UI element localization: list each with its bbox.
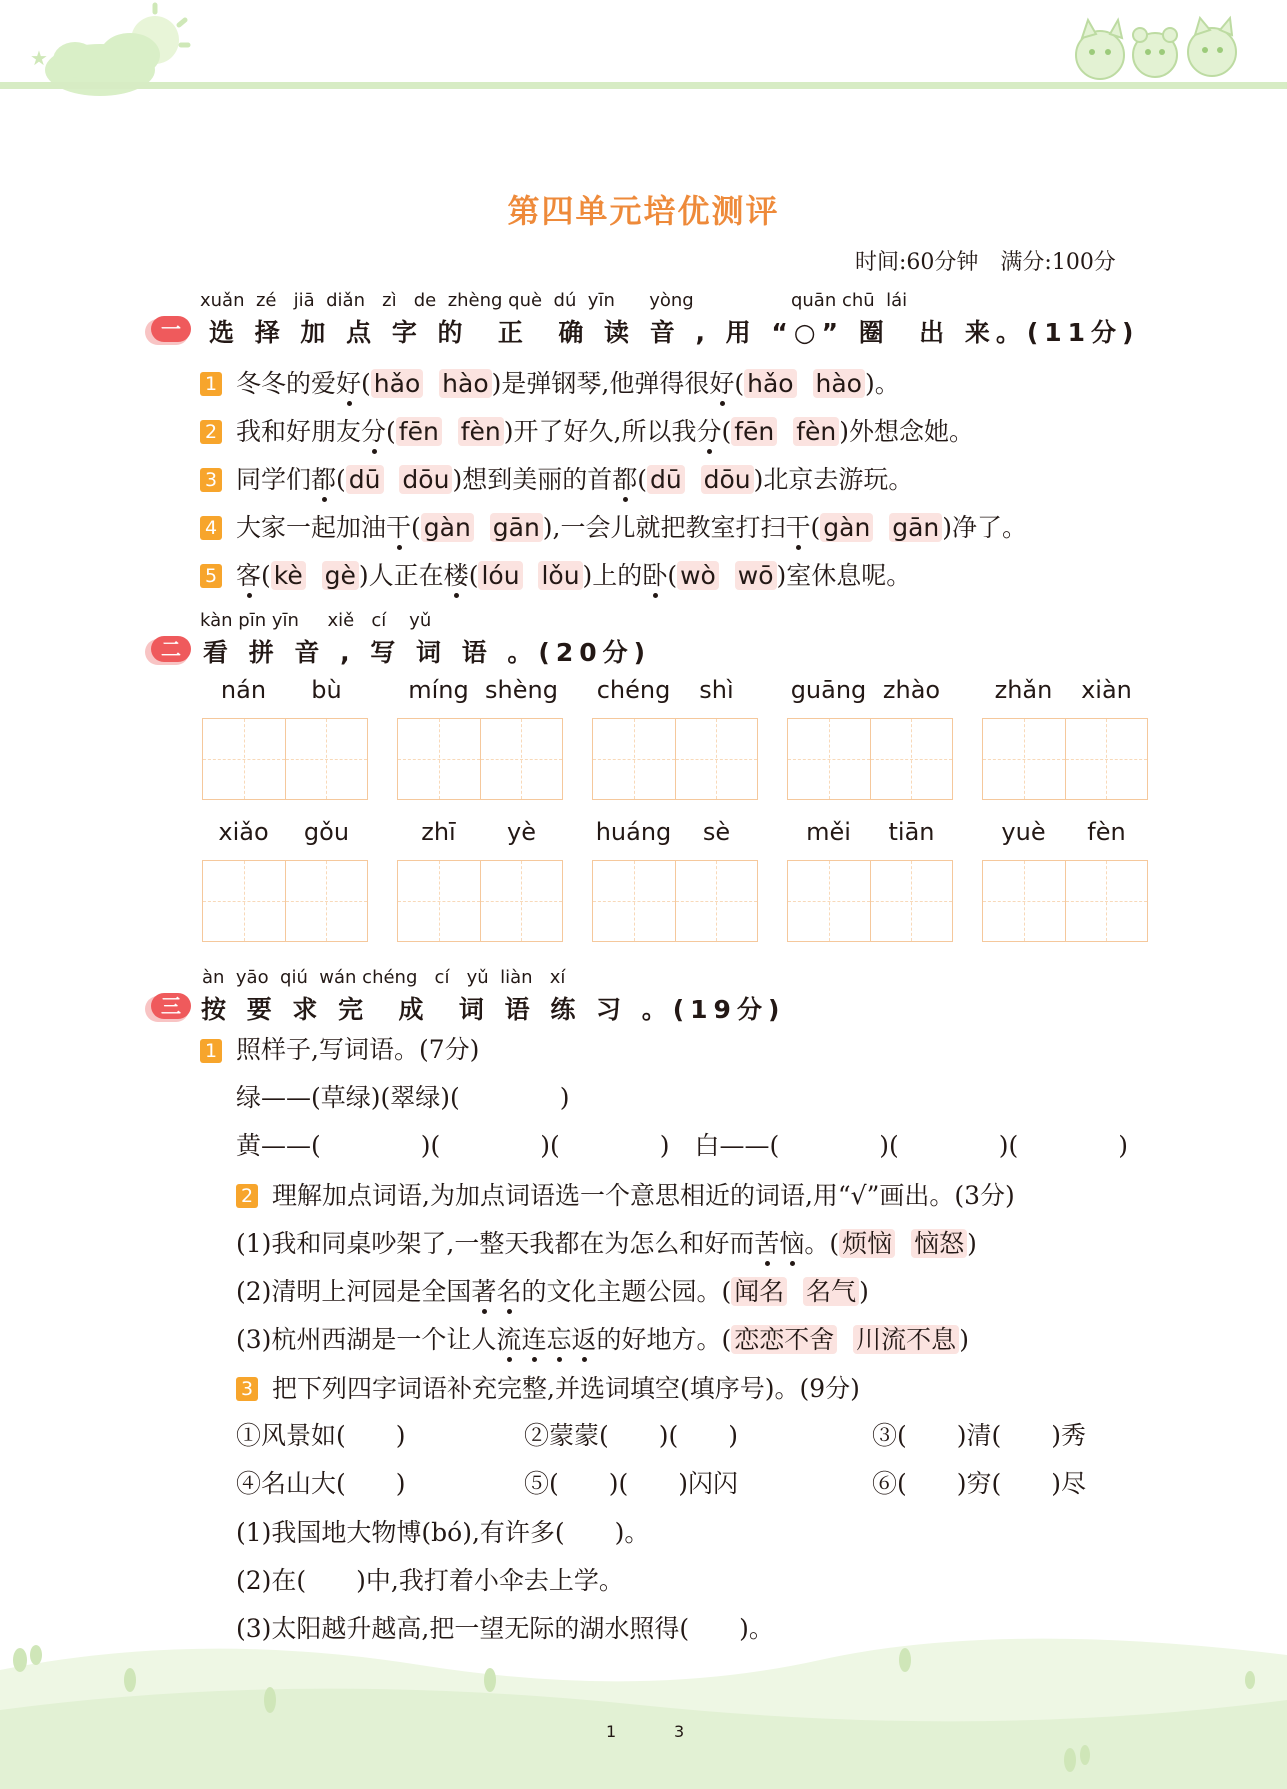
pinyin-syllable: zhī	[421, 818, 456, 846]
dotted-character: 都	[612, 465, 638, 494]
page-number-left: 1	[606, 1722, 617, 1741]
idiom-blank[interactable]: ④名山大( )	[236, 1469, 406, 1498]
grid-cell[interactable]	[593, 719, 675, 799]
section2-badge: 二	[151, 636, 191, 662]
dotted-character: 客	[236, 561, 262, 590]
sentence-text	[306, 561, 322, 590]
pinyin-option[interactable]: kè	[271, 561, 306, 590]
grid-cell[interactable]	[1065, 719, 1148, 799]
sentence-text: 。(	[804, 1229, 840, 1258]
q1-title: 照样子,写词语。(7分)	[236, 1035, 480, 1064]
pinyin-option[interactable]: lóu	[478, 561, 522, 590]
pinyin-option[interactable]: gàn	[421, 513, 474, 542]
q3-title: 把下列四字词语补充完整,并选词填空(填序号)。(9分)	[272, 1374, 860, 1403]
sentence-text: (3)杭州西湖是一个让人	[236, 1325, 497, 1354]
sentence-text	[719, 561, 735, 590]
grid-cell[interactable]	[285, 861, 368, 941]
sentence-text	[797, 369, 813, 398]
pinyin-syllable: huáng	[595, 818, 672, 846]
page-title: 第四单元培优测评	[507, 192, 780, 230]
section3-badge: 三	[151, 993, 191, 1019]
sentence-text	[777, 417, 793, 446]
svg-text:★: ★	[30, 46, 48, 70]
pinyin-syllable: gǒu	[303, 818, 350, 846]
pinyin-syllable: guāng	[790, 676, 867, 704]
writing-grid[interactable]	[397, 718, 563, 800]
pinyin-option[interactable]: wò	[677, 561, 719, 590]
sentence-text: (	[468, 561, 479, 590]
grid-cell[interactable]	[285, 719, 368, 799]
pinyin-syllable: xiàn	[1081, 676, 1132, 704]
pinyin-syllable: yuè	[1001, 818, 1046, 846]
word-option[interactable]: 恼怒	[911, 1229, 967, 1258]
word-option[interactable]: 烦恼	[839, 1229, 895, 1258]
section2-pinyin: kàn pīn yīn xiě cí yǔ	[200, 610, 432, 631]
fill-blank-sentence[interactable]: (3)太阳越升越高,把一望无际的湖水照得( )。	[236, 1614, 774, 1643]
grid-cell[interactable]	[983, 861, 1065, 941]
sentence-text: )开了好久,所以我	[503, 417, 697, 446]
sentence-text: )	[967, 1229, 977, 1258]
page-number-right: 3	[674, 1722, 685, 1741]
fill-blank-sentence[interactable]: (1)我国地大物博(bó),有许多( )。	[236, 1518, 650, 1547]
pinyin-option[interactable]: hǎo	[371, 369, 423, 398]
writing-grid[interactable]	[202, 860, 368, 942]
question-number-3: 3	[200, 468, 222, 492]
section1-item-1	[236, 368, 900, 400]
pinyin-option[interactable]: fēn	[396, 417, 442, 446]
pinyin-option[interactable]: hào	[439, 369, 491, 398]
pinyin-option[interactable]: fēn	[731, 417, 777, 446]
dotted-character: 名	[496, 1277, 522, 1306]
section1-pinyin: xuǎn zé jiā diǎn zì de zhèng què dú yīn yòng quān chū lái	[200, 290, 908, 311]
section3-heading: 按 要 求 完 成 词 语 练 习 。(19分)	[201, 995, 786, 1024]
sentence-text: 同学们	[236, 465, 312, 494]
sentence-text: )北京去游玩。	[753, 465, 914, 494]
q2-item	[236, 1324, 969, 1356]
question-number-1: 1	[200, 1039, 222, 1063]
pinyin-option[interactable]: dū	[647, 465, 685, 494]
pinyin-option[interactable]: wō	[735, 561, 777, 590]
sentence-text: )。	[864, 369, 900, 398]
sun-cloud-decoration	[0, 0, 220, 110]
section1-item-2	[236, 416, 974, 448]
pinyin-syllable: xiǎo	[218, 818, 269, 846]
dotted-character: 好	[336, 369, 362, 398]
dotted-character: 分	[361, 417, 387, 446]
sentence-text: )人正在	[358, 561, 444, 590]
hills-decoration	[0, 1610, 1287, 1789]
pinyin-syllable: měi	[806, 818, 851, 846]
dotted-word	[471, 1277, 521, 1306]
writing-grid[interactable]	[982, 860, 1148, 942]
word-option[interactable]: 闻名	[731, 1277, 787, 1306]
pinyin-syllable: sè	[702, 818, 731, 846]
grid-cell[interactable]	[203, 861, 285, 941]
question-number-4: 4	[200, 516, 222, 540]
fill-blank-sentence[interactable]: (2)在( )中,我打着小伞去上学。	[236, 1566, 624, 1595]
sentence-text: (	[637, 465, 647, 494]
sentence-text: 的文化主题公园。(	[521, 1277, 732, 1306]
dotted-character: 楼	[443, 561, 469, 590]
dotted-character: 分	[696, 417, 722, 446]
idiom-blank[interactable]: ⑥( )穷( )尽	[872, 1469, 1087, 1498]
pinyin-syllable: yè	[507, 818, 536, 846]
grid-cell[interactable]	[675, 861, 758, 941]
section2-heading: 看 拼 音 , 写 词 语 。(20分)	[203, 638, 652, 667]
dotted-word	[496, 1325, 596, 1354]
section1-item-4	[236, 512, 1027, 544]
grid-cell[interactable]	[203, 719, 285, 799]
pinyin-syllable: chéng	[596, 676, 671, 704]
dotted-character: 著	[471, 1277, 497, 1306]
pinyin-option[interactable]: hǎo	[744, 369, 796, 398]
pinyin-syllable: nán	[220, 676, 267, 704]
q1-example-line[interactable]: 绿——(草绿)(翠绿)( )	[236, 1083, 570, 1112]
pinyin-option[interactable]: dū	[346, 465, 384, 494]
sentence-text: )室休息呢。	[776, 561, 912, 590]
sentence-text: )是弹钢琴,他弹得很	[491, 369, 710, 398]
q2-title: 理解加点词语,为加点词语选一个意思相近的词语,用“√”画出。(3分)	[272, 1181, 1015, 1210]
sentence-text: (	[721, 417, 732, 446]
sentence-text: )	[859, 1277, 869, 1306]
question-number-2: 2	[200, 420, 222, 444]
grid-cell[interactable]	[870, 719, 953, 799]
pinyin-option[interactable]: fèn	[458, 417, 504, 446]
pinyin-syllable: shì	[699, 676, 734, 704]
pinyin-option[interactable]: gàn	[820, 513, 873, 542]
word-option[interactable]: 恋恋不舍	[731, 1325, 837, 1354]
pinyin-option[interactable]: fèn	[793, 417, 839, 446]
gap	[787, 1277, 803, 1306]
sentence-text	[384, 465, 400, 494]
dotted-character: 恼	[779, 1229, 805, 1258]
idiom-blank[interactable]: ①风景如( )	[236, 1421, 406, 1450]
grid-cell[interactable]	[870, 861, 953, 941]
pinyin-syllable: zhào	[882, 676, 941, 704]
dotted-character: 干	[386, 513, 412, 542]
pinyin-option[interactable]: gè	[322, 561, 359, 590]
sentence-text: (	[667, 561, 678, 590]
sentence-text: )外想念她。	[839, 417, 974, 446]
writing-grid[interactable]	[592, 860, 758, 942]
grid-cell[interactable]	[1065, 861, 1148, 941]
sentence-text: (2)清明上河园是全国	[236, 1277, 472, 1306]
sentence-text: (	[361, 369, 371, 398]
sentence-text	[442, 417, 458, 446]
q2-item	[236, 1276, 869, 1308]
pinyin-option[interactable]: gān	[889, 513, 942, 542]
pinyin-syllable: tiān	[888, 818, 935, 846]
question-number-5: 5	[200, 564, 222, 588]
pinyin-syllable: fèn	[1087, 818, 1126, 846]
writing-grid[interactable]	[202, 718, 368, 800]
section1-item-5	[236, 560, 911, 592]
section3-pinyin: àn yāo qiú wán chéng cí yǔ liàn xí	[202, 967, 566, 988]
grid-cell[interactable]	[983, 719, 1065, 799]
dotted-character: 返	[571, 1325, 597, 1354]
sentence-text: (	[810, 513, 821, 542]
idiom-blank[interactable]: ②蒙蒙( )( )	[524, 1421, 739, 1450]
sentence-text	[873, 513, 889, 542]
q1-fill-line[interactable]: 黄——( )( )( ) 白——( )( )( )	[236, 1131, 1129, 1160]
dotted-character: 苦	[754, 1229, 780, 1258]
gap	[837, 1325, 853, 1354]
word-option[interactable]: 川流不息	[853, 1325, 959, 1354]
section1-item-3	[236, 464, 913, 496]
grid-cell[interactable]	[788, 719, 870, 799]
q2-item	[236, 1228, 977, 1260]
question-number-1: 1	[200, 372, 222, 396]
pinyin-option[interactable]: gān	[490, 513, 543, 542]
grid-cell[interactable]	[788, 861, 870, 941]
sentence-text: 大家一起加油	[236, 513, 387, 542]
sentence-text: ),一会儿就把教室打扫	[542, 513, 786, 542]
grid-cell[interactable]	[398, 861, 480, 941]
dotted-character: 卧	[642, 561, 668, 590]
pinyin-option[interactable]: dōu	[399, 465, 452, 494]
writing-grid[interactable]	[787, 718, 953, 800]
grid-cell[interactable]	[480, 719, 563, 799]
writing-grid[interactable]	[787, 860, 953, 942]
sentence-text	[474, 513, 490, 542]
pinyin-syllable: míng	[408, 676, 469, 704]
sentence-text: 我和好朋友	[236, 417, 362, 446]
sentence-text: (1)我和同桌吵架了,一整天我都在为怎么和好而	[236, 1229, 755, 1258]
section1-heading: 选 择 加 点 字 的 正 确 读 音 , 用 “○” 圈 出 来。(11分)	[209, 318, 1140, 347]
question-number-3: 3	[236, 1377, 258, 1401]
sentence-text: (	[734, 369, 745, 398]
sentence-text: (	[261, 561, 271, 590]
dotted-character: 流	[496, 1325, 522, 1354]
dotted-character: 忘	[546, 1325, 572, 1354]
pinyin-syllable: shèng	[485, 676, 558, 704]
grid-cell[interactable]	[398, 719, 480, 799]
dotted-word	[754, 1229, 804, 1258]
idiom-blank[interactable]: ③( )清( )秀	[872, 1421, 1087, 1450]
animal-friends-decoration	[1060, 10, 1260, 85]
sentence-text	[523, 561, 539, 590]
writing-grid[interactable]	[592, 718, 758, 800]
idiom-blank[interactable]: ⑤( )( )闪闪	[524, 1469, 739, 1498]
dotted-character: 好	[709, 369, 735, 398]
pinyin-syllable: bù	[311, 676, 342, 704]
pinyin-option[interactable]: hào	[813, 369, 865, 398]
writing-grid[interactable]	[397, 860, 563, 942]
dotted-character: 干	[785, 513, 811, 542]
pinyin-option[interactable]: dōu	[701, 465, 754, 494]
sentence-text: (	[411, 513, 421, 542]
gap	[895, 1229, 911, 1258]
sentence-text: )想到美丽的首	[452, 465, 613, 494]
sentence-text: 冬冬的爱	[236, 369, 337, 398]
grid-cell[interactable]	[480, 861, 563, 941]
sentence-text	[685, 465, 701, 494]
sentence-text: )上的	[582, 561, 643, 590]
pinyin-syllable: zhǎn	[994, 676, 1053, 704]
time-score-info: 时间:60分钟 满分:100分	[855, 250, 1116, 275]
sentence-text: )	[959, 1325, 969, 1354]
sentence-text: (	[386, 417, 396, 446]
dotted-character: 连	[521, 1325, 547, 1354]
writing-grid[interactable]	[982, 718, 1148, 800]
question-number-2: 2	[236, 1184, 258, 1208]
sentence-text: 的好地方。(	[596, 1325, 732, 1354]
grid-cell[interactable]	[675, 719, 758, 799]
header-green-bar	[0, 82, 1287, 89]
word-option[interactable]: 名气	[803, 1277, 859, 1306]
sentence-text: (	[336, 465, 346, 494]
sentence-text	[423, 369, 439, 398]
dotted-character: 都	[311, 465, 337, 494]
grid-cell[interactable]	[593, 861, 675, 941]
pinyin-option[interactable]: lǒu	[538, 561, 582, 590]
section1-badge: 一	[151, 316, 191, 342]
sentence-text: )净了。	[942, 513, 1028, 542]
